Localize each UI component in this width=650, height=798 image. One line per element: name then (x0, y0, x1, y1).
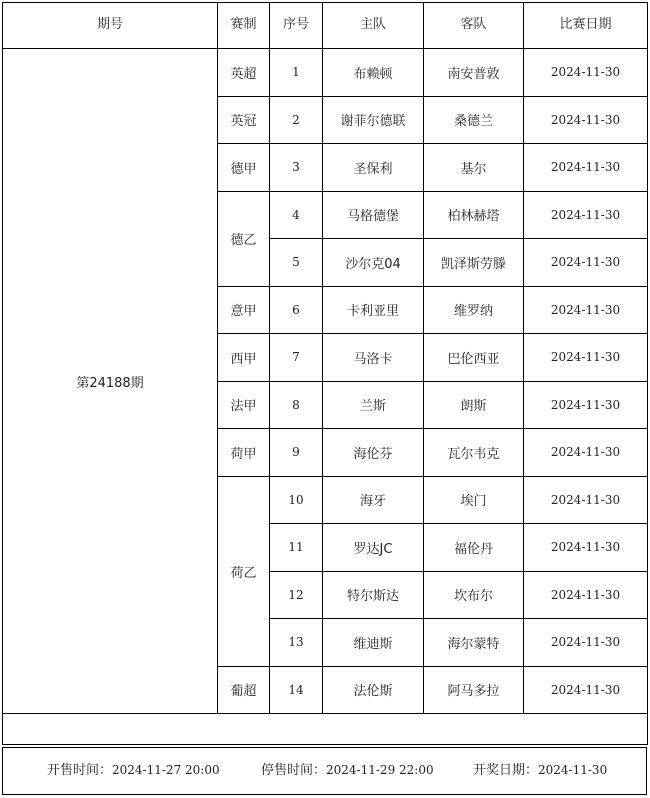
seq-cell: 14 (270, 666, 323, 714)
blank-row (3, 714, 648, 745)
table-header-row (3, 3, 648, 49)
home-team-cell: 法伦斯 (323, 666, 424, 714)
home-team-cell: 沙尔克04 (323, 239, 424, 287)
match-date-cell: 2024-11-30 (524, 429, 648, 477)
draw-date-value: 2024-11-30 (538, 763, 608, 777)
header-period: 期号 (3, 3, 218, 49)
sale-stop (261, 759, 434, 778)
away-team-cell: 基尔 (424, 144, 524, 192)
match-date-cell: 2024-11-30 (524, 476, 648, 524)
away-team-cell: 瓦尔韦克 (424, 429, 524, 477)
header-date: 比赛日期 (524, 3, 648, 49)
match-date-cell: 2024-11-30 (524, 666, 648, 714)
league-cell: 德甲 (218, 144, 270, 192)
draw-date (473, 759, 607, 778)
sale-stop-label: 停售时间： (261, 763, 327, 778)
away-team-cell: 朗斯 (424, 381, 524, 429)
away-team-cell: 福伦丹 (424, 524, 524, 572)
header-seq: 序号 (270, 3, 323, 49)
match-date-cell: 2024-11-30 (524, 96, 648, 144)
sale-start-label: 开售时间： (47, 763, 113, 778)
home-team-cell: 马格德堡 (323, 191, 424, 239)
league-cell: 荷甲 (218, 429, 270, 477)
home-team-cell: 布赖顿 (323, 49, 424, 97)
match-date-cell: 2024-11-30 (524, 49, 648, 97)
seq-cell: 12 (270, 571, 323, 619)
home-team-cell: 维迪斯 (323, 619, 424, 667)
away-team-cell: 南安普敦 (424, 49, 524, 97)
seq-cell: 11 (270, 524, 323, 572)
match-date-cell: 2024-11-30 (524, 191, 648, 239)
match-date-cell: 2024-11-30 (524, 334, 648, 382)
draw-date-label: 开奖日期： (473, 763, 539, 778)
match-schedule-table (2, 2, 648, 745)
seq-cell: 2 (270, 96, 323, 144)
seq-cell: 9 (270, 429, 323, 477)
header-away: 客队 (424, 3, 524, 49)
seq-cell: 3 (270, 144, 323, 192)
away-team-cell: 凯泽斯劳滕 (424, 239, 524, 287)
seq-cell: 6 (270, 286, 323, 334)
league-cell: 法甲 (218, 381, 270, 429)
league-cell: 英冠 (218, 96, 270, 144)
table-row (3, 49, 648, 97)
match-date-cell: 2024-11-30 (524, 381, 648, 429)
home-team-cell: 卡利亚里 (323, 286, 424, 334)
seq-cell: 10 (270, 476, 323, 524)
match-date-cell: 2024-11-30 (524, 571, 648, 619)
league-cell: 德乙 (218, 191, 270, 286)
sale-info-footer (2, 747, 647, 795)
league-cell: 意甲 (218, 286, 270, 334)
away-team-cell: 海尔蒙特 (424, 619, 524, 667)
match-date-cell: 2024-11-30 (524, 239, 648, 287)
home-team-cell: 马洛卡 (323, 334, 424, 382)
league-cell: 葡超 (218, 666, 270, 714)
sale-start (47, 759, 220, 778)
match-date-cell: 2024-11-30 (524, 619, 648, 667)
seq-cell: 1 (270, 49, 323, 97)
match-date-cell: 2024-11-30 (524, 144, 648, 192)
away-team-cell: 坎布尔 (424, 571, 524, 619)
away-team-cell: 阿马多拉 (424, 666, 524, 714)
sale-stop-value: 2024-11-29 22:00 (326, 763, 434, 777)
seq-cell: 4 (270, 191, 323, 239)
sale-start-value: 2024-11-27 20:00 (112, 763, 220, 777)
match-date-cell: 2024-11-30 (524, 524, 648, 572)
league-cell: 荷乙 (218, 476, 270, 666)
league-cell: 英超 (218, 49, 270, 97)
away-team-cell: 巴伦西亚 (424, 334, 524, 382)
home-team-cell: 海伦芬 (323, 429, 424, 477)
header-league: 赛制 (218, 3, 270, 49)
seq-cell: 13 (270, 619, 323, 667)
home-team-cell: 罗达JC (323, 524, 424, 572)
seq-cell: 5 (270, 239, 323, 287)
seq-cell: 8 (270, 381, 323, 429)
seq-cell: 7 (270, 334, 323, 382)
away-team-cell: 维罗纳 (424, 286, 524, 334)
home-team-cell: 谢菲尔德联 (323, 96, 424, 144)
away-team-cell: 柏林赫塔 (424, 191, 524, 239)
away-team-cell: 埃门 (424, 476, 524, 524)
blank-cell (3, 714, 648, 745)
period-cell: 第24188期 (3, 49, 218, 714)
home-team-cell: 兰斯 (323, 381, 424, 429)
match-date-cell: 2024-11-30 (524, 286, 648, 334)
header-home: 主队 (323, 3, 424, 49)
away-team-cell: 桑德兰 (424, 96, 524, 144)
league-cell: 西甲 (218, 334, 270, 382)
home-team-cell: 海牙 (323, 476, 424, 524)
home-team-cell: 圣保利 (323, 144, 424, 192)
home-team-cell: 特尔斯达 (323, 571, 424, 619)
